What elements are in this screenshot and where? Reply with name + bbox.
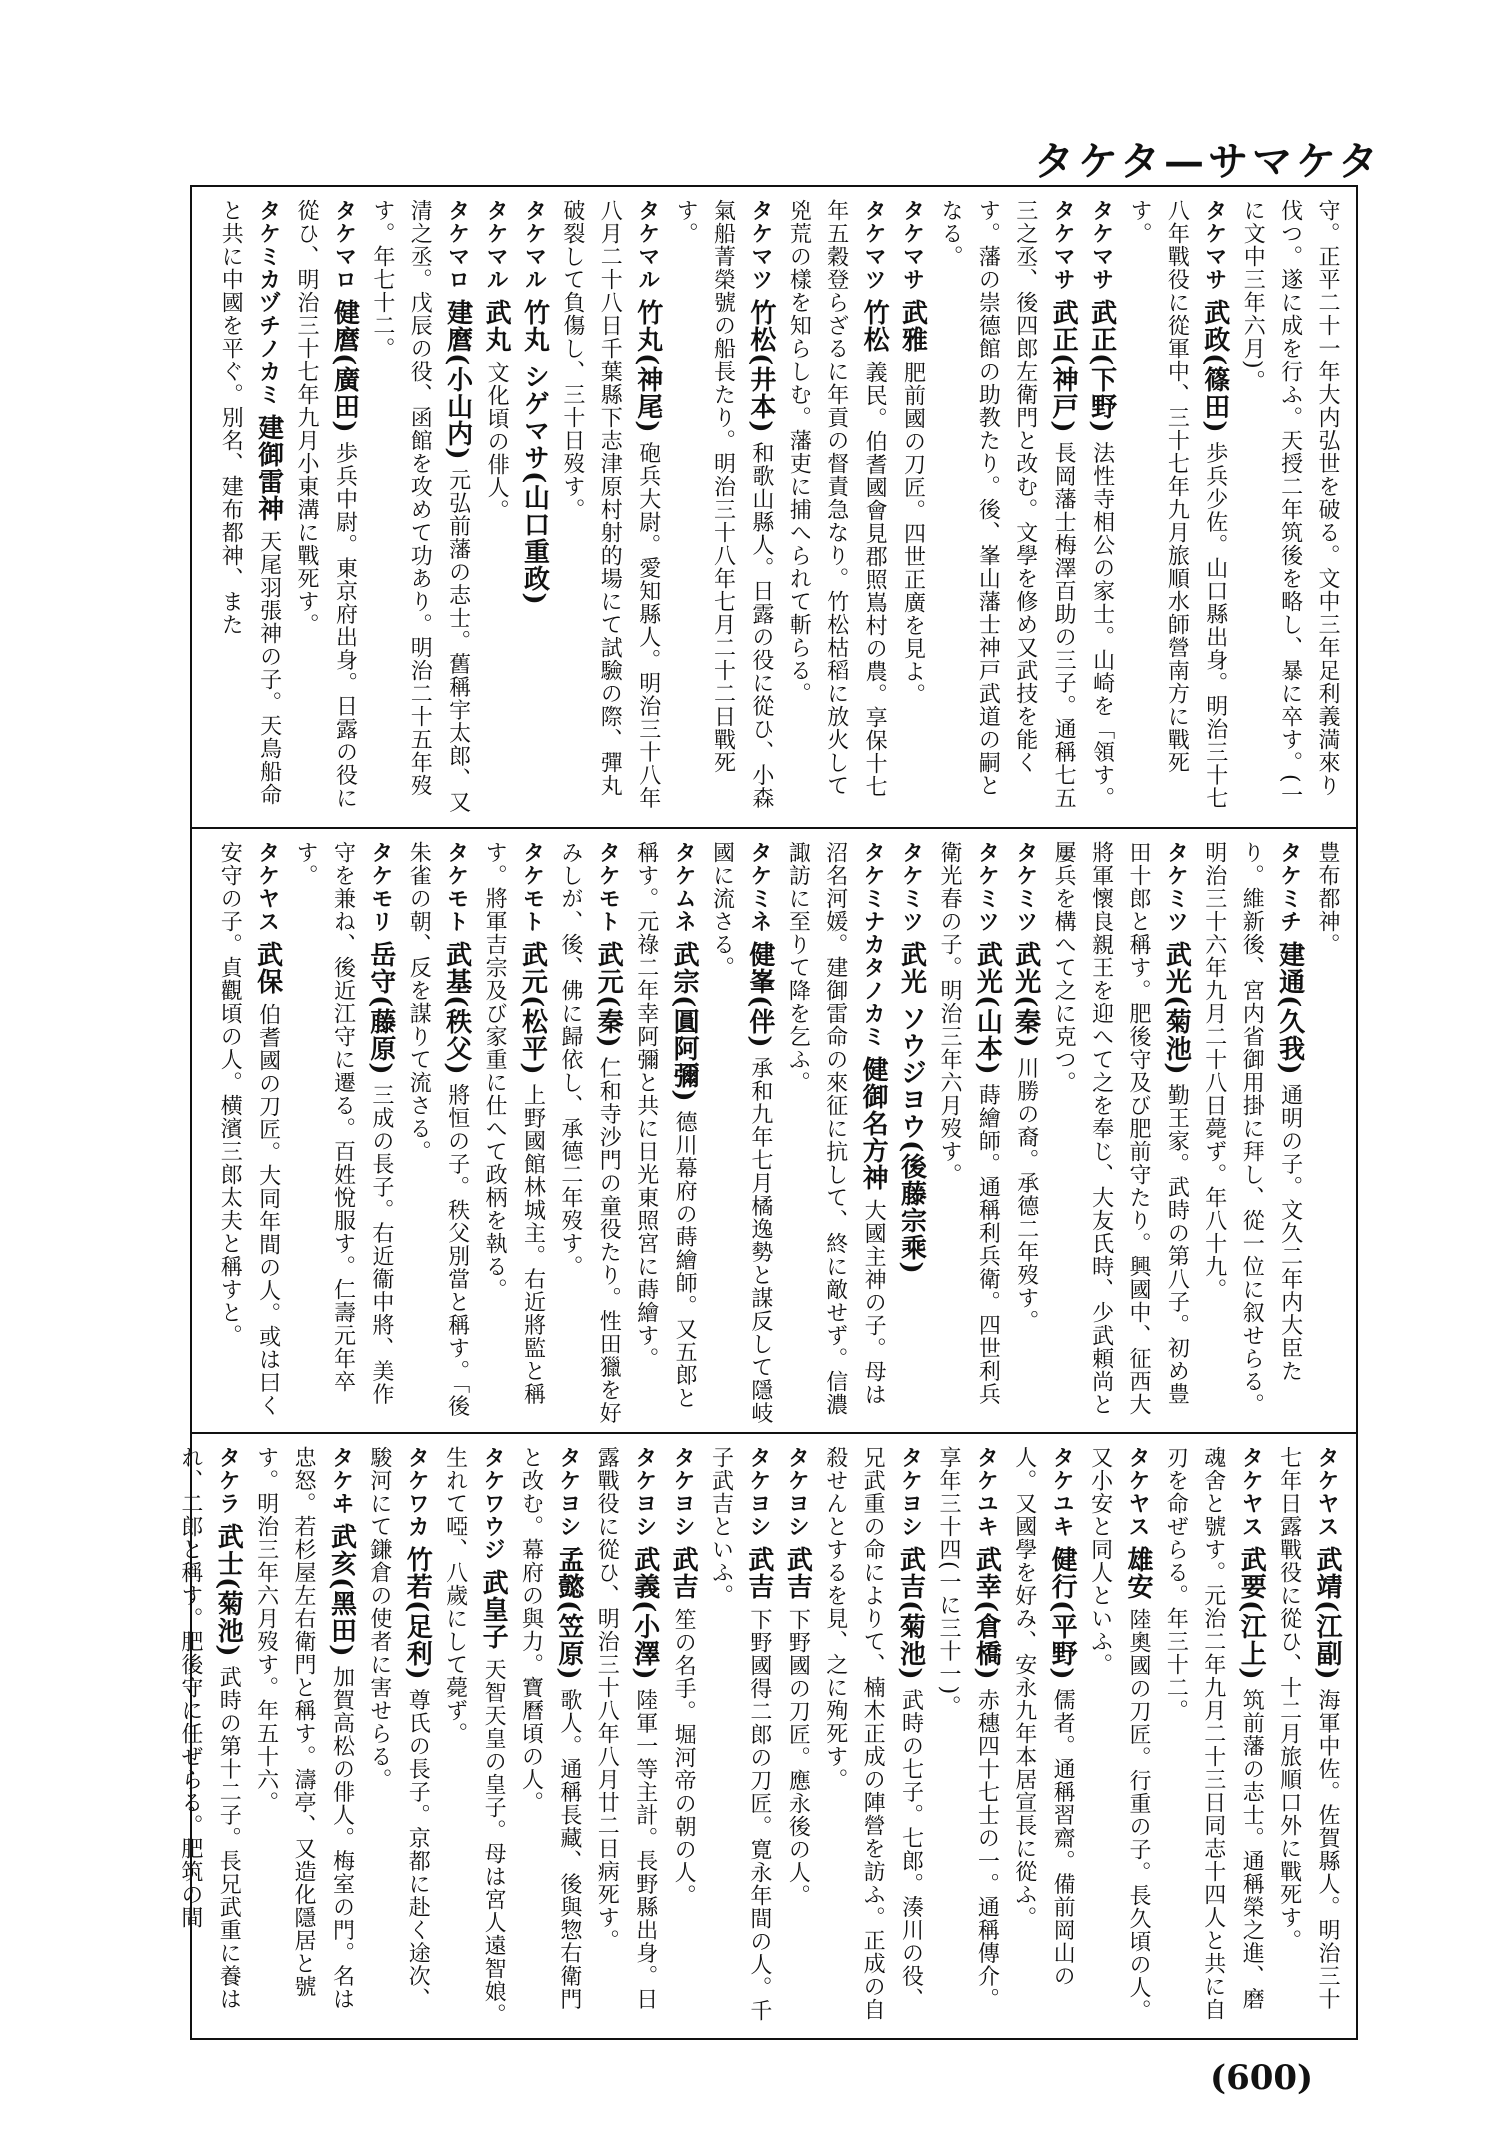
- entry-description: 下野國の刀匠。應永後の人。: [785, 1608, 811, 1907]
- entry-description: 承和九年七月橘逸勢と謀反して隱岐國に流さる。: [709, 841, 773, 1425]
- entry-reading: タケワカ: [404, 1446, 431, 1538]
- entry-description: 儒者。通稱習齋。備前岡山の人。又國學を好み、安永九年本居宣長に從ふ。: [1011, 1446, 1076, 1988]
- dictionary-entry: [560, 199, 661, 810]
- entry-headword: 雄安: [1122, 1546, 1153, 1600]
- dictionary-entry: [709, 1446, 772, 2022]
- entry-headword: 武正(下野): [1086, 299, 1117, 434]
- entry-description: 筑前藩の志士。通稱榮之進、磨魂舍と號す。元治二年九月二十三日同志十四人と共に自刃を命ぜらる。年三十二。: [1163, 1446, 1265, 2021]
- dictionary-entry: [1011, 1446, 1078, 1988]
- dictionary-entry: [1088, 1446, 1151, 2022]
- page-number: (600): [1210, 2058, 1314, 2098]
- entry-reading: タケマサ: [1201, 199, 1228, 291]
- entry-description: 川勝の裔。承德二年歿す。: [1013, 1056, 1039, 1333]
- entry-headword: 武義(小澤): [629, 1546, 660, 1681]
- entry-reading: タケヤス: [1238, 1446, 1265, 1538]
- dictionary-entry: [785, 841, 889, 1416]
- entry-description: 三成の長子。右近衞中將、美作守を兼ね、後近江守に遷る。百姓悅服す。仁壽元年卒す。: [293, 841, 394, 1406]
- entry-reading: タケヨシ: [784, 1446, 811, 1538]
- entry-reading: タケヨシ: [555, 1446, 582, 1538]
- entry-headword: 武吉(菊池): [895, 1546, 926, 1681]
- dictionary-entry: [936, 841, 1003, 1406]
- dictionary-entry: [1127, 199, 1228, 810]
- entry-headword: 竹丸 シゲマサ(山口重政): [519, 299, 550, 606]
- entry-description: 仁和寺沙門の童役たり。性田獵を好みしが、後、佛に歸依し、承德二年歿す。: [557, 841, 622, 1425]
- entry-reading: タケミチ: [1276, 841, 1303, 933]
- entry-headword: 武光 ソウジヨウ(後藤宗乘): [896, 941, 927, 1275]
- upper-tier: [192, 187, 1356, 827]
- dictionary-entry: [481, 199, 512, 522]
- dictionary-entry: [633, 841, 700, 1410]
- entry-reading: タケミネ: [746, 841, 773, 933]
- dictionary-entry: [482, 841, 548, 1406]
- dictionary-entry: [177, 1446, 244, 2011]
- entry-description: 歩兵少佐。山口縣出身。明治三十七八年戰役に從軍中、三十七年九月旅順水師營南方に戰死す。: [1126, 199, 1228, 810]
- dictionary-entry: [293, 841, 394, 1406]
- dictionary-entry: [1240, 199, 1340, 807]
- dictionary-entry: [294, 199, 360, 810]
- entry-description: 歩兵中尉。東京府出身。日露の役に從ひ、明治三十七年九月小東溝に戰死す。: [294, 199, 358, 810]
- entry-reading: タケマツ: [861, 199, 888, 291]
- entry-headword: 武元(秦): [593, 941, 624, 1049]
- entry-headword: 竹丸(神尾): [632, 299, 663, 434]
- entry-headword: 武正(神戸): [1048, 299, 1079, 434]
- dictionary-entry: [937, 199, 1079, 810]
- dictionary-entry: [710, 841, 773, 1425]
- dictionary-entry: [1202, 841, 1303, 1416]
- entry-headword: 武士(菊池): [213, 1523, 244, 1658]
- entry-reading: タケヨシ: [897, 1446, 924, 1538]
- entry-headword: 武保: [252, 941, 283, 995]
- entry-reading: タケミツ: [1163, 841, 1190, 933]
- middle-tier-text: [202, 841, 1346, 1426]
- entry-headword: 建御雷神: [253, 414, 284, 522]
- dictionary-entry: [782, 1446, 813, 1907]
- entry-description: 長岡藩士梅澤百助の三子。通稱七五三之丞、後四郎左衛門と改む。文學を修め又武技を能くす。藩の崇德館の助教たり。後、峯山藩士神戸武道の嗣となる。: [937, 199, 1077, 810]
- dictionary-entry: [557, 841, 624, 1425]
- dictionary-entry: [442, 1446, 509, 2026]
- entry-reading: タケモリ: [367, 841, 394, 933]
- entry-description: 赤穗四十七士の一。通稱傳介。享年三十四(一に三十一)。: [935, 1446, 1000, 2011]
- entry-reading: タケヨシ: [670, 1446, 697, 1538]
- entry-description: 勤王家。武時の第八子。初め豊田十郎と稱す。肥後守及び肥前守たり。興國中、征西大將軍懷良親王を迎へて之を奉じ、大友氏時、少武頼尚と屢兵を構へて之に克つ。: [1051, 841, 1190, 1416]
- entry-reading: タケミツ: [974, 841, 1001, 933]
- entry-reading: タケヤス: [254, 841, 281, 933]
- lower-tier: [177, 1432, 1356, 2040]
- entry-description: 海軍中佐。佐賀縣人。明治三十七年日露戰役に從ひ、十二月旅順口外に戰死す。: [1276, 1446, 1340, 2011]
- dictionary-entry: [1051, 841, 1192, 1416]
- entry-reading: タケマサ: [1088, 199, 1115, 291]
- entry-description: 大國主神の子。母は沼名河媛。建御雷命の來征に抗して、終に敵せず。信濃諏訪に至りて降を乞ふ。: [785, 841, 887, 1416]
- entry-reading: タケワウジ: [480, 1446, 507, 1561]
- entry-headword: 建麿(小山内): [442, 299, 473, 461]
- entry-reading: タケマル: [634, 199, 661, 291]
- dictionary-entry: [823, 1446, 924, 2021]
- entry-description: 加賀高松の俳人。梅室の門。名は忠怒。若杉屋左右衛門と稱す。濤亭、又造化隱居と號す。明治三年六月歿す。年五十六。: [253, 1446, 355, 2011]
- entry-reading: タケユキ: [1049, 1446, 1076, 1538]
- entry-reading: タケミツ: [898, 841, 925, 933]
- entry-headword: 武基(秩父): [441, 941, 472, 1076]
- entry-headword: 竹松: [859, 299, 890, 353]
- entry-description: 通明の子。文久二年内大臣たり。維新後、宮内省御用掛に拜し、從一位に叙せらる。明治三十六年九月二十八日薨ず。年八十九。: [1201, 841, 1303, 1416]
- entry-description: 元弘前藩の志士。舊稱宇太郎、又清之丞。戊辰の役、函館を攻めて功あり。明治二十五年歿す。年七十二。: [369, 199, 471, 814]
- dictionary-entry: [935, 1446, 1002, 2011]
- dictionary-entry: [370, 199, 471, 814]
- entry-headword: 岳守(藤原): [365, 941, 396, 1076]
- entry-reading: タケヰ: [328, 1446, 355, 1515]
- entry-reading: タケマツ: [747, 199, 774, 291]
- dictionary-entry: [673, 199, 774, 810]
- entry-description: 砲兵大尉。愛知縣人。明治三十八年八月二十八日千葉縣下志津原村射的場にて試驗の際、彈丸破裂して負傷し、三十日歿す。: [559, 199, 661, 810]
- entry-headword: 健麿(廣田): [329, 299, 360, 434]
- entry-reading: タケヨシ: [631, 1446, 658, 1538]
- entry-headword: 武光(菊池): [1161, 941, 1192, 1076]
- entry-description: 豊布都神。: [1315, 841, 1340, 956]
- entry-description: 尊氏の長子。京都に赴く途次、駿河にて鎌倉の使者に害せらる。: [366, 1446, 431, 2011]
- entry-description: 陸軍一等主計。長野縣出身。日露戰役に從ひ、明治三十八年八月廿二日病死す。: [594, 1446, 658, 2011]
- middle-tier: [192, 827, 1356, 1434]
- entry-headword: 竹松(井本): [745, 299, 776, 434]
- entry-reading: タケマサ: [1050, 199, 1077, 291]
- entry-reading: タケモト: [519, 841, 546, 933]
- entry-headword: 武政(篠田): [1199, 299, 1230, 434]
- entry-description: 武時の七子。七郎。湊川の役、兄武重の命によりて、楠木正成の陣營を訪ふ。正成の自殺せんとするを見、之に殉死す。: [822, 1446, 924, 2021]
- entry-headword: 武雅: [897, 299, 928, 353]
- dictionary-entry: [406, 841, 472, 1418]
- entry-headword: 武皇子: [478, 1569, 509, 1650]
- entry-headword: 武光(秦): [1010, 941, 1041, 1049]
- entry-description: 義民。伯耆國會見郡照嶌村の農。享保十七年五穀登らざるに年貢の督責急なり。竹松枯稻に放火して兇荒の樣を知らしむ。藩吏に捕へられて斬らる。: [786, 199, 888, 798]
- entry-description: 上野國館林城主。右近將監と稱す。將軍吉宗及び家重に仕へて政柄を執る。: [482, 841, 546, 1406]
- entry-description: 肥前國の刀匠。四世正廣を見よ。: [900, 361, 926, 706]
- entry-reading: タケマロ: [444, 199, 471, 291]
- entry-reading: タケモト: [595, 841, 622, 933]
- entry-headword: 建通(久我): [1274, 941, 1305, 1076]
- entry-headword: 孟懿(笠原): [553, 1546, 584, 1681]
- entry-description: 和歌山縣人。日露の役に從ひ、小森氣船菁榮號の船長たり。明治三十八年七月二十二日戰死す。: [673, 199, 774, 810]
- dictionary-entry: [897, 199, 928, 706]
- entry-reading: タケマル: [521, 199, 548, 291]
- upper-tier-text: [202, 199, 1346, 819]
- entry-reading: タケユキ: [973, 1446, 1000, 1538]
- dictionary-entry: [1086, 199, 1117, 810]
- entry-description: 笙の名手。堀河帝の朝の人。: [671, 1608, 697, 1907]
- entry-description: 文化頃の俳人。: [484, 361, 510, 522]
- dictionary-entry: [1010, 841, 1041, 1333]
- entry-description: 武時の第十二子。長兄武重に養はれ、二郎と稱す。肥後守に任ぜらる。肥筑の間: [177, 1446, 242, 2011]
- entry-reading: タケムネ: [671, 841, 698, 933]
- entry-description: 天尾羽張神の子。天鳥船命と共に中國を平ぐ。別名、建布都神、また: [218, 199, 282, 806]
- entry-headword: 武光(山本): [972, 941, 1003, 1076]
- dictionary-entry: [519, 199, 550, 606]
- dictionary-entry: [218, 199, 284, 806]
- dictionary-entry: [668, 1446, 699, 1907]
- entry-reading: タケミツ: [1012, 841, 1039, 933]
- entry-description: 歌人。通稱長藏、後與惣右衛門と改む。幕府の與力。寶曆頃の人。: [518, 1446, 582, 2011]
- dictionary-entry: [786, 199, 890, 798]
- entry-description: 陸奧國の刀匠。行重の子。長久頃の人。又小安と同人といふ。: [1087, 1446, 1151, 2022]
- entry-description: 法性寺相公の家士。山崎を「領す。: [1089, 441, 1115, 810]
- entry-headword: 武亥(黑田): [326, 1523, 357, 1658]
- entry-reading: タケヤス: [1314, 1446, 1340, 1538]
- entry-headword: 武吉: [782, 1546, 813, 1600]
- dictionary-entry: [896, 841, 927, 1275]
- entry-headword: 竹若(足利): [402, 1546, 433, 1681]
- entry-headword: 武要(江上): [1236, 1546, 1267, 1681]
- dictionary-entry: [254, 1446, 355, 2011]
- entry-reading: タケヨシ: [745, 1446, 772, 1538]
- entry-reading: タケモト: [443, 841, 470, 933]
- entry-headword: 武吉: [743, 1546, 774, 1600]
- entry-description: 天智天皇の皇子。母は宮人遠智娘。生れて啞、八歲にして薨ず。: [442, 1446, 507, 2026]
- dictionary-entry: [594, 1446, 660, 2011]
- entry-description: 伯耆國の刀匠。大同年間の人。或は曰く安守の子。貞觀頃の人。横濱三郎太夫と稱すと。: [217, 841, 281, 1417]
- dictionary-entry: [217, 841, 283, 1417]
- entry-headword: 健峯(伴): [744, 941, 775, 1049]
- lower-tier-text: [177, 1446, 1346, 2032]
- entry-reading: タケマロ: [331, 199, 358, 291]
- entry-headword: 武元(松平): [517, 941, 548, 1076]
- dictionary-entry: [366, 1446, 433, 2011]
- entry-description: 將恒の子。秩父別當と稱す。「後朱雀の朝、反を謀りて流さる。: [406, 841, 470, 1418]
- entry-headword: 武吉: [668, 1546, 699, 1600]
- dictionary-entry: [1277, 1446, 1340, 2011]
- dictionary-frame: [177, 185, 1358, 2040]
- entry-description: 德川幕府の蒔繪師。又五郎と稱す。元祿二年幸阿彌と共に日光東照宮に蒔繪す。: [633, 841, 698, 1410]
- entry-headword: 武宗(圓阿彌): [669, 941, 700, 1103]
- entry-description: 蒔繪師。通稱利兵衛。四世利兵衛光春の子。明治三年六月歿す。: [936, 841, 1001, 1406]
- entry-reading: タケミナカタノカミ: [860, 841, 887, 1048]
- entry-headword: 武丸: [481, 299, 512, 353]
- entry-headword: 健御名方神: [858, 1056, 889, 1191]
- dictionary-entry: [518, 1446, 584, 2011]
- entry-description: 守。正平二十一年大内弘世を破る。文中三年足利義満來り伐つ。遂に成を行ふ。天授二年筑後を略し、暴に卒す。(一に文中三年六月)。: [1240, 199, 1340, 807]
- entry-reading: タケマサ: [899, 199, 926, 291]
- entry-headword: 武靖(江副): [1312, 1546, 1342, 1681]
- entry-headword: 武幸(倉橋): [971, 1546, 1002, 1681]
- entry-reading: タケヤス: [1124, 1446, 1151, 1538]
- dictionary-entry: [1315, 841, 1340, 956]
- running-title: タケタ—サマケタ: [1034, 138, 1382, 185]
- entry-reading: タケミカヅチノカミ: [255, 199, 282, 406]
- entry-reading: タケラ: [215, 1446, 242, 1515]
- entry-reading: タケマル: [483, 199, 510, 291]
- entry-description: 下野國得二郎の刀匠。寛永年間の人。千子武吉といふ。: [708, 1446, 772, 2022]
- dictionary-entry: [1163, 1446, 1267, 2021]
- entry-headword: 健行(平野): [1047, 1546, 1078, 1681]
